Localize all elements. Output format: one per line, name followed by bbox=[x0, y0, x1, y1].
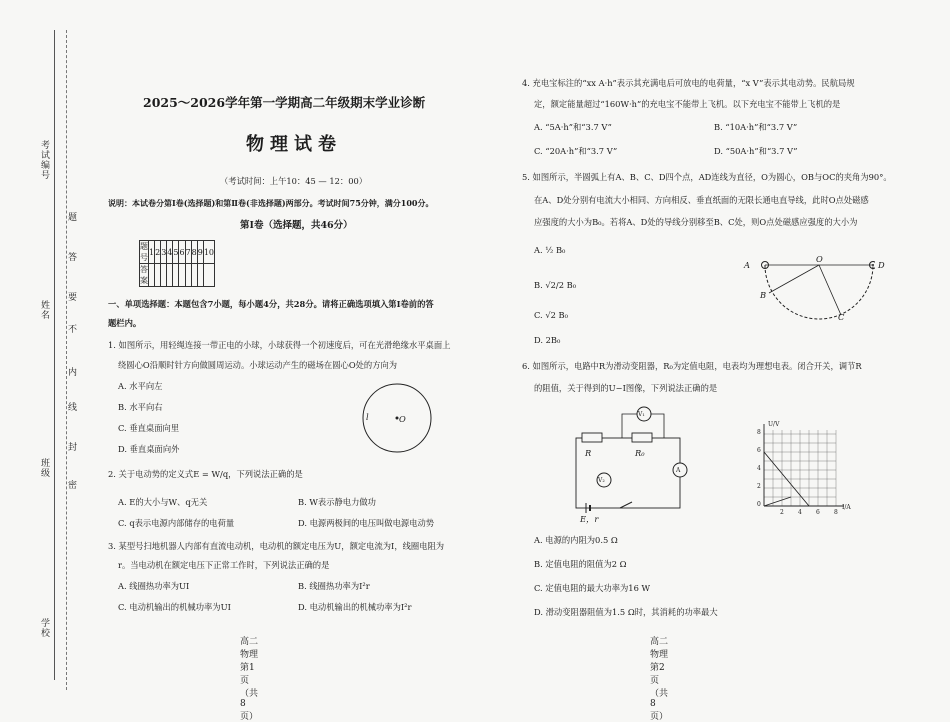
exam-no-label: 考试编号 bbox=[39, 140, 49, 180]
seal-char: 内 bbox=[68, 368, 78, 378]
q1-circle-figure bbox=[360, 381, 435, 456]
rheostat-r bbox=[582, 433, 602, 442]
q6-circuit-figure bbox=[560, 400, 690, 525]
q6-stem: 6. 如图所示，电路中R为滑动变阻器，R₀为定值电阻，电表均为理想电表。闭合开关，调节R bbox=[522, 361, 862, 371]
seal-line bbox=[66, 30, 67, 690]
q3-option-c: C. 电动机输出的机械功率为UI bbox=[118, 602, 231, 612]
q-num: 7 bbox=[185, 241, 191, 264]
binding-margin bbox=[0, 0, 80, 719]
graph-xlabel: I/A bbox=[842, 504, 851, 511]
class-label: 班级 bbox=[39, 458, 49, 478]
seal-char: 题 bbox=[68, 213, 78, 223]
table-row bbox=[140, 241, 215, 264]
seal-char: 线 bbox=[68, 403, 78, 413]
q1-fig-o: O bbox=[399, 414, 406, 424]
label-v2: V₂ bbox=[598, 477, 605, 484]
section1-title-cont: 题栏内。 bbox=[108, 318, 142, 328]
q5-stem: 5. 如图所示，半圆弧上有A、B、C、D四个点，AD连线为直径，O为圆心，OB与OC的夹角为90°。 bbox=[522, 172, 892, 182]
q2-option-c: C. q表示电源内部储存的电荷量 bbox=[118, 518, 235, 528]
x-tick: 2 bbox=[780, 509, 784, 516]
binding-line bbox=[54, 30, 55, 680]
v1-wire bbox=[651, 414, 664, 438]
q-num: 1 bbox=[149, 241, 155, 264]
semicircle-arc bbox=[765, 265, 873, 319]
wire-d-dot bbox=[872, 264, 874, 266]
fig-label-a: A bbox=[744, 260, 750, 270]
q6-option-a: A. 电源的内阻为0.5 Ω bbox=[534, 535, 618, 545]
fig-label-c: C bbox=[838, 312, 845, 322]
q3-option-d: D. 电动机输出的机械功率为I²r bbox=[298, 602, 412, 612]
page1-footer: 高二物理 第1页（共8页） bbox=[240, 637, 268, 722]
label-v1: V₁ bbox=[638, 411, 645, 418]
q5-stem-cont2: 应强度的大小为B₀。若将A、D处的导线分别移至B、C处，则O点处磁感应强度的大小为 bbox=[534, 217, 858, 227]
q-num: 5 bbox=[173, 241, 179, 264]
subject-title: 物理试卷 bbox=[246, 134, 342, 155]
q2-option-b: B. W表示静电力做功 bbox=[298, 497, 376, 507]
q6-option-c: C. 定值电阻的最大功率为16 W bbox=[534, 583, 651, 593]
table-row bbox=[140, 264, 215, 287]
oc-line bbox=[819, 265, 841, 315]
q-num: 8 bbox=[191, 241, 197, 264]
q4-stem: 4. 充电宝标注的“xx A·h”表示其充满电后可放电的电荷量，“x V”表示其电动势。民航局规 bbox=[522, 78, 855, 88]
q6-ui-graph bbox=[752, 420, 852, 518]
seal-char: 要 bbox=[68, 293, 78, 303]
ob-line bbox=[769, 265, 819, 293]
label-e: E，r bbox=[580, 514, 599, 524]
label-r: R bbox=[585, 448, 592, 458]
q3-option-a: A. 线圈热功率为UI bbox=[118, 581, 190, 591]
q5-option-a: A. ½ B₀ bbox=[534, 245, 566, 255]
y-tick: 2 bbox=[757, 483, 761, 490]
answer-cell[interactable] bbox=[203, 264, 214, 287]
q1-option-a: A. 水平向左 bbox=[118, 381, 163, 391]
exam-note: 说明：本试卷分第Ⅰ卷(选择题)和第Ⅱ卷(非选择题)两部分。考试时间75分钟，满分100分。 bbox=[108, 198, 434, 208]
q2-option-d: D. 电源两极间的电压叫做电源电动势 bbox=[298, 518, 435, 528]
q4-option-d: D. “50A·h”和“3.7 V” bbox=[714, 146, 798, 156]
q3-stem-cont: r。当电动机在额定电压下正常工作时，下列说法正确的是 bbox=[118, 560, 330, 570]
name-label: 姓名 bbox=[39, 300, 49, 320]
q1-stem-cont: 绕圆心O沿顺时针方向做圆周运动。小球运动产生的磁场在圆心O处的方向为 bbox=[118, 360, 398, 370]
q2-option-a: A. E的大小与W、q无关 bbox=[118, 497, 208, 507]
school-label: 学校 bbox=[39, 618, 49, 638]
y-tick: 6 bbox=[757, 447, 761, 454]
q5-stem-cont: 在A、D处分别有电流大小相同、方向相反、垂直纸面的无限长通电直导线，此时O点处磁感 bbox=[534, 195, 869, 205]
q1-option-d: D. 垂直桌面向外 bbox=[118, 444, 180, 454]
table-head: 题号 bbox=[140, 242, 148, 262]
q4-option-b: B. “10A·h”和“3.7 V” bbox=[714, 122, 798, 132]
q5-option-c: C. √2 B₀ bbox=[534, 310, 568, 320]
x-tick: 4 bbox=[798, 509, 802, 516]
seal-char: 封 bbox=[68, 443, 78, 453]
resistor-r0 bbox=[632, 433, 652, 442]
q6-stem-cont: 的阻值，关于得到的U−I图像，下列说法正确的是 bbox=[534, 383, 718, 393]
seal-char: 不 bbox=[68, 325, 78, 335]
page2-footer: 高二物理 第2页（共8页） bbox=[650, 637, 678, 722]
q6-option-b: B. 定值电阻的阻值为2 Ω bbox=[534, 559, 627, 569]
q-num: 6 bbox=[179, 241, 185, 264]
exam-time: （考试时间：上午10：45 — 12：00） bbox=[220, 176, 368, 186]
seal-char: 答 bbox=[68, 253, 78, 263]
q3-stem: 3. 某型号扫地机器人内部有直流电动机，电动机的额定电压为U，额定电流为I，线圈电阻为 bbox=[108, 541, 445, 551]
fig-label-d: D bbox=[878, 260, 885, 270]
q4-stem-cont: 定，额定能量超过“160W·h”的充电宝不能带上飞机。以下充电宝不能带上飞机的是 bbox=[534, 99, 841, 109]
y-tick: 8 bbox=[757, 429, 761, 436]
q-num: 2 bbox=[155, 241, 161, 264]
q3-option-b: B. 线圈热功率为I²r bbox=[298, 581, 370, 591]
q5-option-b: B. √2/2 B₀ bbox=[534, 280, 577, 290]
table-head: 答案 bbox=[140, 265, 148, 285]
graph-ylabel: U/V bbox=[768, 421, 780, 428]
y-tick: 4 bbox=[757, 465, 761, 472]
q4-option-c: C. “20A·h”和“3.7 V” bbox=[534, 146, 618, 156]
graph-line-2 bbox=[764, 497, 791, 506]
q-num: 3 bbox=[161, 241, 167, 264]
part1-title: 第Ⅰ卷（选择题，共46分） bbox=[240, 220, 353, 231]
exam-title: 2025～2026学年第一学期高二年级期末学业诊断 bbox=[143, 95, 426, 110]
fig-label-o: O bbox=[816, 254, 823, 264]
q4-option-a: A. “5A·h”和“3.7 V” bbox=[534, 122, 612, 132]
q-num: 10 bbox=[203, 241, 214, 264]
q-num: 4 bbox=[167, 241, 173, 264]
q5-semicircle-figure bbox=[755, 255, 875, 325]
y-tick: 0 bbox=[757, 501, 761, 508]
answer-table bbox=[139, 240, 215, 287]
q1-fig-l: l bbox=[366, 412, 369, 422]
x-tick: 8 bbox=[834, 509, 838, 516]
circuit-loop bbox=[576, 438, 680, 508]
section1-title: 一、单项选择题：本题包含7小题，每小题4分，共28分。请将正确选项填入第Ⅰ卷前的答 bbox=[108, 299, 434, 309]
q1-option-c: C. 垂直桌面向里 bbox=[118, 423, 180, 433]
q-num: 9 bbox=[197, 241, 203, 264]
seal-char: 密 bbox=[68, 481, 78, 491]
q5-option-d: D. 2B₀ bbox=[534, 335, 561, 345]
q1-stem: 1. 如图所示，用轻绳连接一带正电的小球，小球获得一个初速度后，可在光滑绝缘水平桌面上 bbox=[108, 340, 451, 350]
fig-label-b: B bbox=[760, 290, 767, 300]
q6-option-d: D. 滑动变阻器阻值为1.5 Ω时，其消耗的功率最大 bbox=[534, 607, 718, 617]
label-r0: R₀ bbox=[635, 448, 645, 458]
label-a: A bbox=[676, 467, 681, 474]
q2-stem: 2. 关于电动势的定义式E = W/q，下列说法正确的是 bbox=[108, 469, 303, 479]
q1-option-b: B. 水平向右 bbox=[118, 402, 163, 412]
x-tick: 6 bbox=[816, 509, 820, 516]
switch bbox=[620, 502, 632, 508]
